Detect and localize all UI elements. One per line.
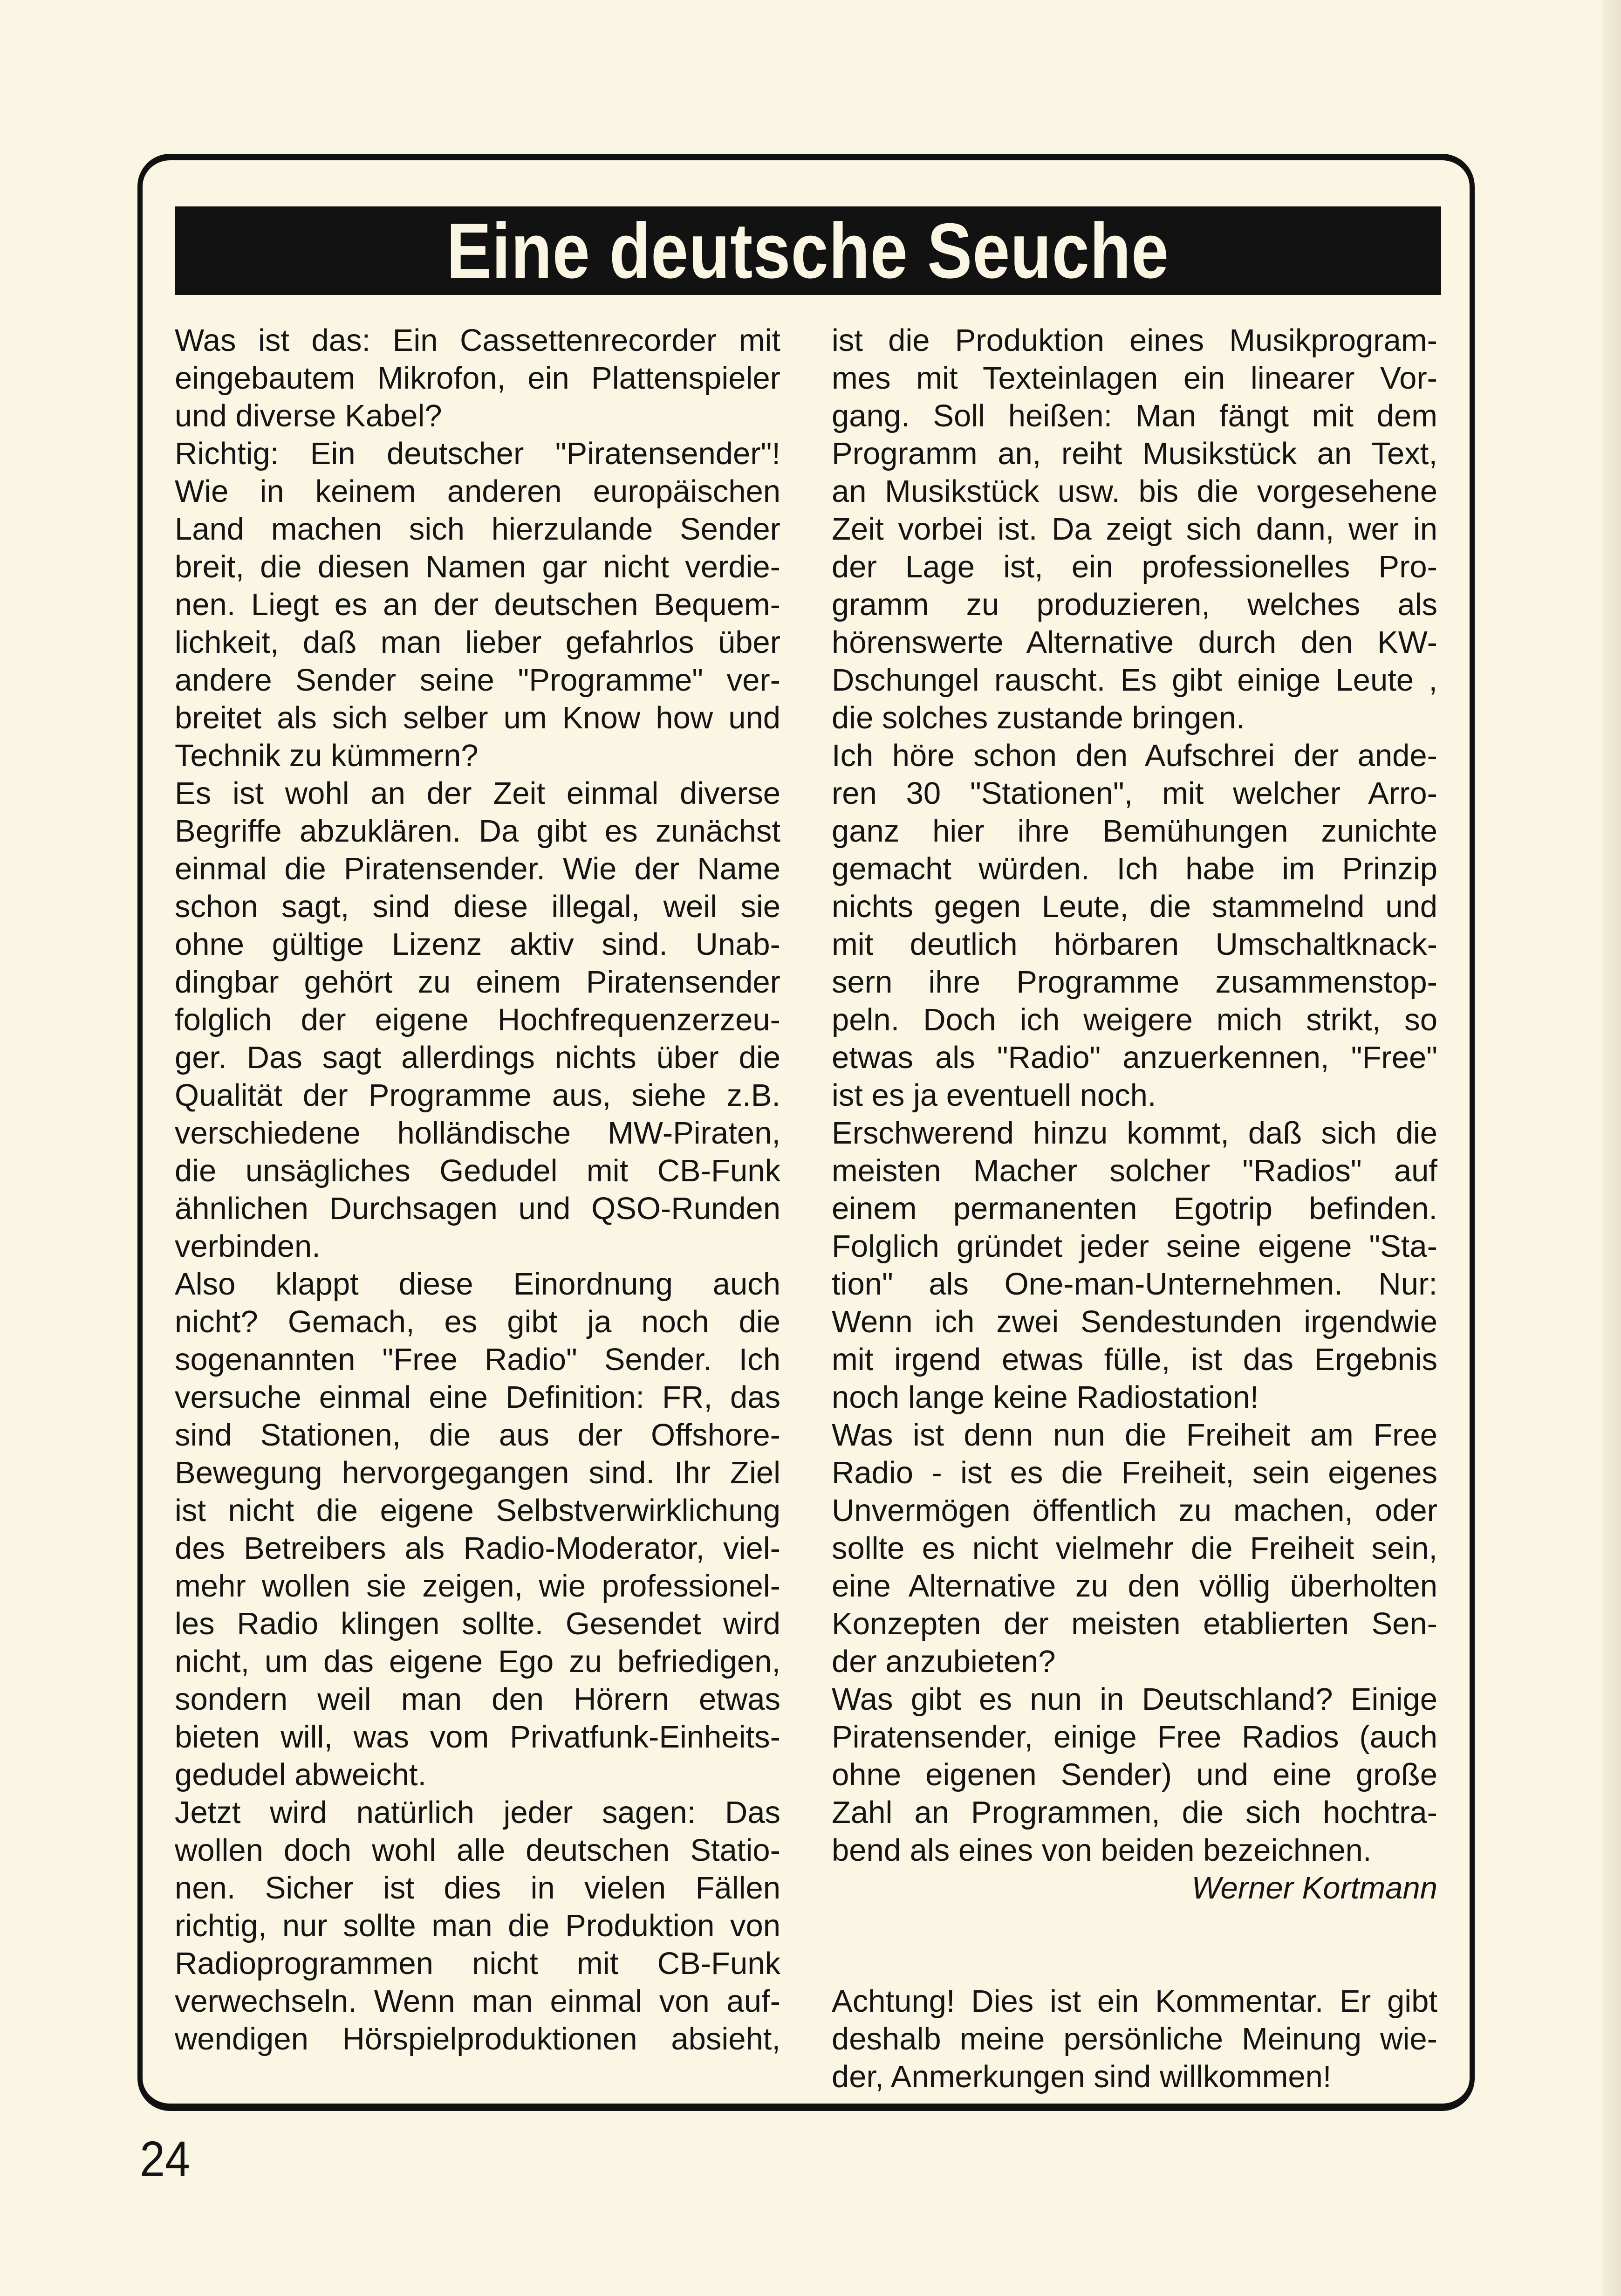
text-line: hörenswerte Alternative durch den KW- (832, 625, 1437, 660)
text-line: Dschungel rauscht. Es gibt einige Leute , (832, 663, 1437, 698)
text-line: einem permanenten Egotrip befinden. (832, 1191, 1437, 1226)
text-line: verbinden. (175, 1229, 321, 1264)
text-line: Erschwerend hinzu kommt, daß sich die (832, 1116, 1437, 1151)
text-line: an Musikstück usw. bis die vorgesehene (832, 474, 1437, 509)
text-line: der anzubieten? (832, 1644, 1056, 1679)
text-line: peln. Doch ich weigere mich strikt, so (832, 1002, 1437, 1037)
text-line: ganz hier ihre Bemühungen zunichte (832, 814, 1437, 849)
article-column-left (175, 322, 780, 2058)
text-line: Zeit vorbei ist. Da zeigt sich dann, wer in (832, 512, 1437, 547)
column-right-body (832, 322, 1437, 1869)
text-line: bieten will, was vom Privatfunk-Einheits- (175, 1720, 780, 1755)
text-line: ähnlichen Durchsagen und QSO-Runden (175, 1191, 780, 1226)
text-line: versuche einmal eine Definition: FR, das (175, 1380, 780, 1415)
text-line: nicht? Gemach, es gibt ja noch die (175, 1304, 780, 1339)
text-line: nen. Liegt es an der deutschen Bequem- (175, 587, 780, 622)
text-line: Wie in keinem anderen europäischen (175, 474, 780, 509)
text-line: gang. Soll heißen: Man fängt mit dem (832, 398, 1437, 433)
text-line: mes mit Texteinlagen ein linearer Vor- (832, 361, 1437, 396)
text-line: Zahl an Programmen, die sich hochtra- (832, 1795, 1437, 1830)
text-line: nen. Sicher ist dies in vielen Fällen (175, 1871, 780, 1905)
text-line: Piratensender, einige Free Radios (auch (832, 1720, 1437, 1755)
text-line: Achtung! Dies ist ein Kommentar. Er gibt (832, 1984, 1437, 2019)
text-line: nicht, um das eigene Ego zu befriedigen, (175, 1644, 780, 1679)
page-edge (1602, 0, 1621, 2296)
text-line: ohne gültige Lizenz aktiv sind. Unab- (175, 927, 780, 962)
text-line: ger. Das sagt allerdings nichts über die (175, 1040, 780, 1075)
title-band (175, 206, 1441, 295)
text-line: ist es ja eventuell noch. (832, 1078, 1156, 1113)
text-line: Wenn ich zwei Sendestunden irgendwie (832, 1304, 1437, 1339)
text-line: bend als eines von beiden bezeichnen. (832, 1833, 1372, 1868)
text-line: Es ist wohl an der Zeit einmal diverse (175, 776, 780, 811)
text-line: verwechseln. Wenn man einmal von auf- (175, 1984, 780, 2019)
text-line: mehr wollen sie zeigen, wie professionel- (175, 1569, 780, 1604)
article-title: Eine deutsche Seuche (446, 206, 1170, 295)
text-line: sondern weil man den Hörern etwas (175, 1682, 780, 1717)
text-line: gedudel abweicht. (175, 1757, 427, 1792)
text-line: die solches zustande bringen. (832, 700, 1245, 735)
text-line: Unvermögen öffentlich zu machen, oder (832, 1493, 1437, 1528)
text-line: richtig, nur sollte man die Produktion von (175, 1908, 780, 1943)
text-line: les Radio klingen sollte. Gesendet wird (175, 1606, 780, 1641)
text-line: Radio - ist es die Freiheit, sein eigenes (832, 1455, 1437, 1490)
text-line: Programm an, reiht Musikstück an Text, (832, 436, 1437, 471)
text-line: sogenannten "Free Radio" Sender. Ich (175, 1342, 780, 1377)
text-line: Bewegung hervorgegangen sind. Ihr Ziel (175, 1455, 780, 1490)
text-line: andere Sender seine "Programme" ver- (175, 663, 780, 698)
text-line: der Lage ist, ein professionelles Pro- (832, 549, 1437, 584)
article-column-right (832, 322, 1437, 2096)
text-line: Technik zu kümmern? (175, 738, 479, 773)
text-line: nichts gegen Leute, die stammelnd und (832, 889, 1437, 924)
text-line: die unsägliches Gedudel mit CB-Funk (175, 1153, 780, 1188)
text-line: ren 30 "Stationen", mit welcher Arro- (832, 776, 1437, 811)
text-line: ist die Produktion eines Musikprogram- (832, 323, 1437, 358)
text-line: Was gibt es nun in Deutschland? Einige (832, 1682, 1437, 1717)
text-line: Richtig: Ein deutscher "Piratensender"! (175, 436, 780, 471)
text-line: Land machen sich hierzulande Sender (175, 512, 780, 547)
text-line: des Betreibers als Radio-Moderator, viel- (175, 1531, 780, 1566)
text-line: sern ihre Programme zusammenstop- (832, 965, 1437, 1000)
text-line: lichkeit, daß man lieber gefahrlos über (175, 625, 780, 660)
editorial-note (832, 1982, 1437, 2096)
text-line: einmal die Piratensender. Wie der Name (175, 851, 780, 886)
text-line: Radioprogrammen nicht mit CB-Funk (175, 1946, 780, 1981)
text-line: folglich der eigene Hochfrequenzerzeu- (175, 1002, 780, 1037)
text-line: Konzepten der meisten etablierten Sen- (832, 1606, 1437, 1641)
text-line: Was ist das: Ein Cassettenrecorder mit (175, 323, 780, 358)
author-signature: Werner Kortmann (1191, 1871, 1437, 1905)
text-line: breitet als sich selber um Know how und (175, 700, 780, 735)
text-line: Was ist denn nun die Freiheit am Free (832, 1418, 1437, 1453)
text-line: tion" als One-man-Unternehmen. Nur: (832, 1267, 1437, 1302)
text-line: ohne eigenen Sender) und eine große (832, 1757, 1437, 1792)
text-line: Ich höre schon den Aufschrei der ande- (832, 738, 1437, 773)
text-line: schon sagt, sind diese illegal, weil sie (175, 889, 780, 924)
text-line: eingebautem Mikrofon, ein Plattenspieler (175, 361, 780, 396)
text-line: Folglich gründet jeder seine eigene "Sta- (832, 1229, 1437, 1264)
text-line: mit irgend etwas fülle, ist das Ergebnis (832, 1342, 1437, 1377)
text-line: und diverse Kabel? (175, 398, 442, 433)
text-line: etwas als "Radio" anzuerkennen, "Free" (832, 1040, 1437, 1075)
text-line: Also klappt diese Einordnung auch (175, 1267, 780, 1302)
text-line: gramm zu produzieren, welches als (832, 587, 1437, 622)
text-line: dingbar gehört zu einem Piratensender (175, 965, 780, 1000)
spacer (832, 1907, 1437, 1982)
text-line: Jetzt wird natürlich jeder sagen: Das (175, 1795, 780, 1830)
text-line: sind Stationen, die aus der Offshore- (175, 1418, 780, 1453)
text-line: verschiedene holländische MW-Piraten, (175, 1116, 780, 1151)
text-line: Qualität der Programme aus, siehe z.B. (175, 1078, 780, 1113)
text-line: gemacht würden. Ich habe im Prinzip (832, 851, 1437, 886)
text-line: noch lange keine Radiostation! (832, 1380, 1259, 1415)
text-line: Begriffe abzuklären. Da gibt es zunächst (175, 814, 780, 849)
text-line: deshalb meine persönliche Meinung wie- (832, 2022, 1437, 2056)
text-line: mit deutlich hörbaren Umschaltknack- (832, 927, 1437, 962)
page-number: 24 (140, 2131, 191, 2187)
text-line: breit, die diesen Namen gar nicht verdie- (175, 549, 780, 584)
text-line: wollen doch wohl alle deutschen Statio- (175, 1833, 780, 1868)
text-line: eine Alternative zu den völlig überholten (832, 1569, 1437, 1604)
text-line: der, Anmerkungen sind willkommen! (832, 2059, 1332, 2094)
text-line: meisten Macher solcher "Radios" auf (832, 1153, 1437, 1188)
text-line: sollte es nicht vielmehr die Freiheit sein, (832, 1531, 1437, 1566)
text-line: ist nicht die eigene Selbstverwirklichung (175, 1493, 780, 1528)
text-line: wendigen Hörspielproduktionen absieht, (175, 2022, 780, 2056)
